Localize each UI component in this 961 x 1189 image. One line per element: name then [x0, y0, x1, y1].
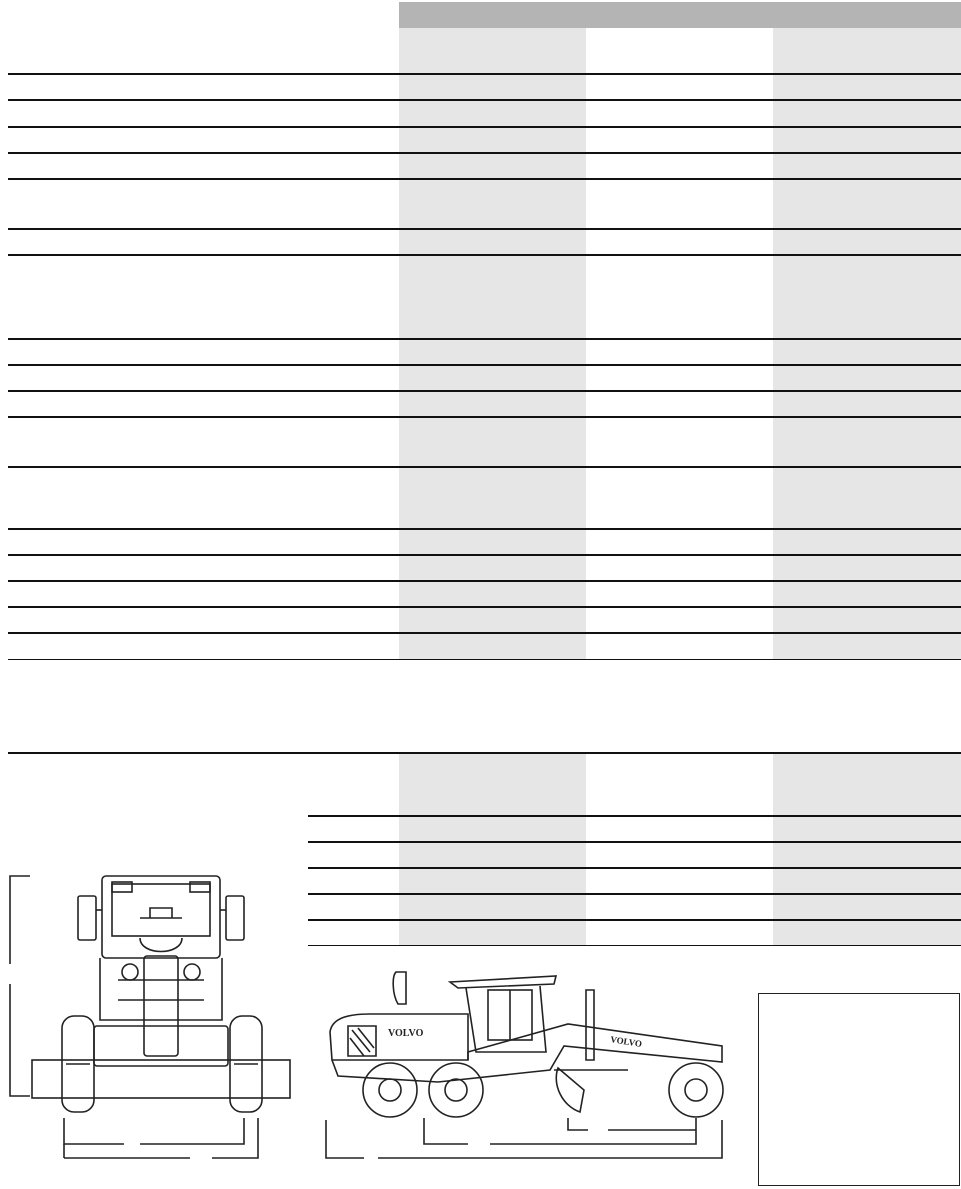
brand-mark-hood: VOLVO — [388, 1028, 424, 1039]
dim-row-rule — [308, 919, 961, 921]
spec-row-rule — [8, 338, 961, 340]
dim-row-rule — [308, 815, 961, 817]
spec-table-header-band — [399, 2, 961, 28]
brand-mark-frame: VOLVO — [609, 1034, 643, 1049]
spec-row-rule — [8, 632, 961, 634]
spec-row-rule — [8, 99, 961, 101]
spec-column-1-shade — [399, 28, 586, 660]
spec-column-3-shade — [773, 28, 961, 660]
spec-row-rule — [8, 152, 961, 154]
dim-column-1-shade — [399, 754, 586, 946]
spec-row-rule — [8, 390, 961, 392]
legend-panel — [758, 993, 960, 1186]
spec-row-rule — [8, 228, 961, 230]
front-view-drawing — [0, 860, 300, 1180]
dim-row-rule — [308, 945, 961, 946]
spec-row-rule — [8, 126, 961, 128]
spec-row-rule — [8, 554, 961, 556]
side-view-drawing — [318, 960, 738, 1170]
dim-row-rule — [308, 893, 961, 895]
spec-row-rule — [8, 178, 961, 180]
dim-column-3-shade — [773, 754, 961, 946]
spec-row-rule — [8, 416, 961, 418]
spec-row-rule — [8, 528, 961, 530]
dim-row-rule — [308, 841, 961, 843]
dim-row-rule — [308, 867, 961, 869]
spec-row-rule — [8, 73, 961, 75]
spec-row-rule — [8, 606, 961, 608]
spec-row-rule — [8, 659, 961, 660]
spec-row-rule — [8, 254, 961, 256]
spec-row-rule — [8, 364, 961, 366]
spec-row-rule — [8, 466, 961, 468]
spec-row-rule — [8, 580, 961, 582]
